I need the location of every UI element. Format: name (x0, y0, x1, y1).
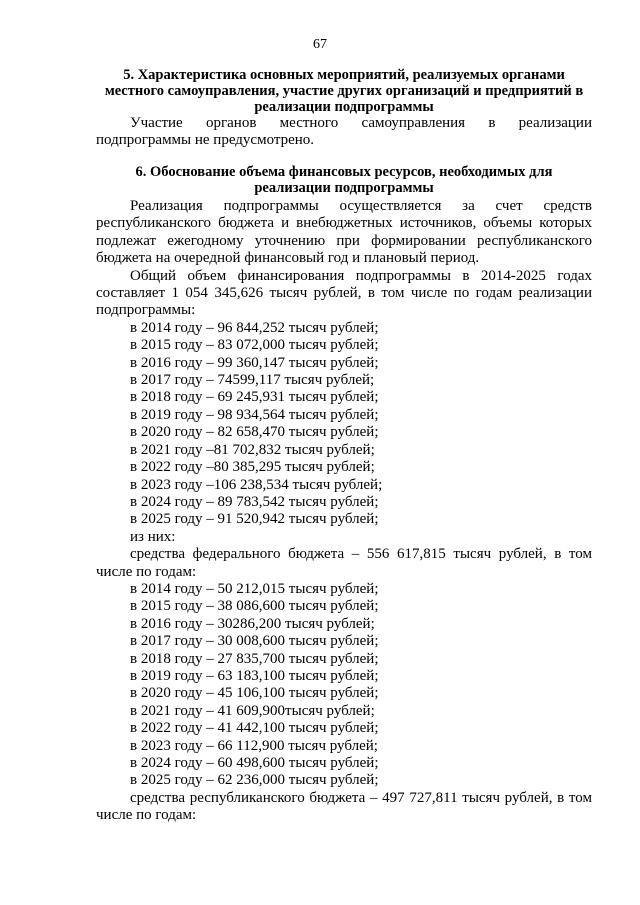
list-item: в 2024 году – 60 498,600 тысяч рублей; (130, 755, 379, 771)
list-item: в 2016 году – 99 360,147 тысяч рублей; (130, 354, 379, 371)
section-5-title: 5. Характеристика основных мероприятий, реализуемых органами местного самоуправления, участие других организаций и предприятий в реализации подпрограммы (104, 67, 584, 115)
list-item: в 2018 году – 27 835,700 тысяч рублей; (130, 650, 379, 667)
section-6-title: 6. Обоснование объема финансовых ресурсов, необходимых для реализации подпрограммы (135, 164, 553, 196)
list-item: в 2016 году – 30286,200 тысяч рублей; (130, 615, 375, 632)
list-item: в 2025 году – 91 520,942 тысяч рублей; (130, 511, 379, 528)
section-6-body (96, 198, 592, 825)
paragraph: Реализация подпрограммы осуществляется за счет средств республиканского бюджета и внебюджетных источников, объемы которых подлежат ежегодному уточнению при формировании республиканского бюджета на очередной финансовый год и плановый период. (96, 198, 592, 267)
list-item: в 2021 году –81 702,832 тысяч рублей; (130, 441, 375, 458)
section-5-text: Участие органов местного самоуправления в реализации подпрограммы не предусмотрено. (96, 115, 592, 149)
paragraph: средства федерального бюджета – 556 617,815 тысяч рублей, в том числе по годам: (96, 546, 592, 580)
of-them-label: из них: (130, 528, 176, 545)
list-item: в 2022 году –80 385,295 тысяч рублей; (130, 459, 375, 476)
section-5-body (96, 115, 592, 150)
list-item: в 2014 году – 96 844,252 тысяч рублей; (130, 319, 379, 336)
total-by-year-list (96, 320, 592, 529)
page-number: 67 (313, 37, 327, 52)
list-item: в 2021 году – 41 609,900тысяч рублей; (130, 702, 375, 719)
list-item: в 2017 году – 74599,117 тысяч рублей; (130, 372, 375, 389)
list-item: в 2017 году – 30 008,600 тысяч рублей; (130, 633, 379, 650)
paragraph: средства республиканского бюджета – 497 727,811 тысяч рублей, в том числе по годам: (96, 789, 592, 824)
list-item: в 2025 году – 62 236,000 тысяч рублей; (130, 772, 379, 789)
list-item: в 2023 году –106 238,534 тысяч рублей; (130, 476, 383, 493)
list-item: в 2018 году – 69 245,931 тысяч рублей; (130, 389, 379, 406)
list-item: в 2023 году – 66 112,900 тысяч рублей; (130, 737, 378, 754)
list-item: в 2019 году – 63 183,100 тысяч рублей; (130, 667, 379, 684)
list-item: в 2024 году – 89 783,542 тысяч рублей; (130, 493, 379, 510)
list-item: в 2015 году – 83 072,000 тысяч рублей; (130, 337, 379, 354)
federal-by-year-list (96, 581, 592, 790)
list-item: в 2019 году – 98 934,564 тысяч рублей; (130, 406, 379, 423)
paragraph: Общий объем финансирования подпрограммы в 2014-2025 годах составляет 1 054 345,626 тысяч рублей, в том числе по годам реализации подпрограммы: (96, 267, 592, 319)
list-item: в 2014 году – 50 212,015 тысяч рублей; (130, 580, 379, 597)
list-item: в 2020 году – 45 106,100 тысяч рублей; (130, 685, 379, 702)
list-item: в 2022 году – 41 442,100 тысяч рублей; (130, 720, 379, 737)
list-item: в 2015 году – 38 086,600 тысяч рублей; (130, 598, 379, 615)
list-item: в 2020 году – 82 658,470 тысяч рублей; (130, 424, 379, 441)
